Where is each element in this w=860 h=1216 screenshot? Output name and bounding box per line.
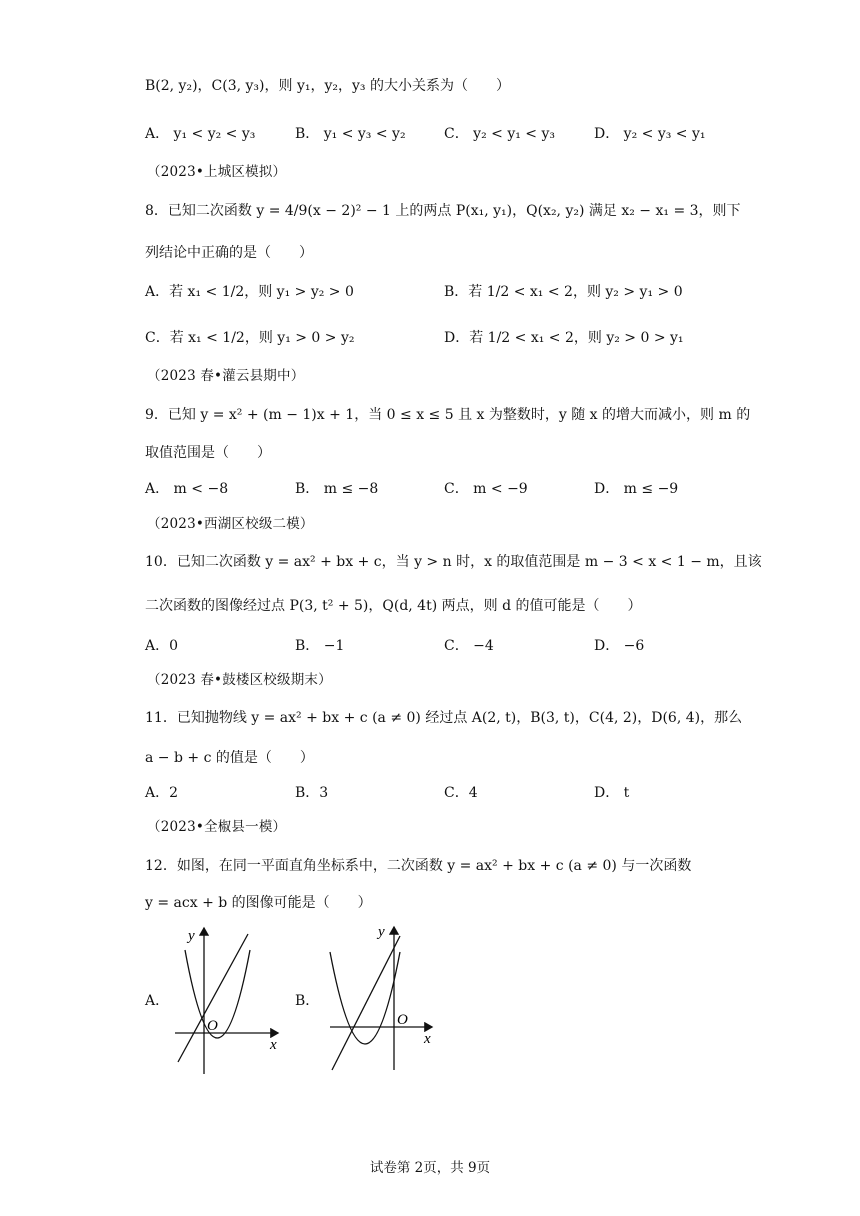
x-axis-label: x [270,1037,277,1053]
q7-option-d: D． y₂ < y₃ < y₁ [594,126,706,142]
q8-option-a: A．若 x₁ < 1/2，则 y₁ > y₂ > 0 [145,284,354,300]
q8-stem-line1: 8．已知二次函数 y = 4/9(x − 2)² − 1 上的两点 P(x₁, y₁)，Q(x₂, y₂) 满足 x₂ − x₁ = 3，则下 [145,203,741,219]
q8-stem-line2: 列结论中正确的是（ ） [145,245,313,261]
q8-option-c: C．若 x₁ < 1/2，则 y₁ > 0 > y₂ [145,330,355,346]
q9-option-a: A． m < −8 [145,481,229,497]
q12-source: （2023•全椒县一模） [147,819,287,835]
q7-option-c: C． y₂ < y₁ < y₃ [444,126,555,142]
q11-stem-line2: a − b + c 的值是（ ） [145,750,314,766]
q9-option-b: B． m ≤ −8 [295,481,379,497]
q12-stem-line1: 12．如图，在同一平面直角坐标系中，二次函数 y = ax² + bx + c (a ≠ 0) 与一次函数 [145,858,692,874]
q9-source: （2023 春•灌云县期中） [147,368,305,384]
q10-stem-line1: 10．已知二次函数 y = ax² + bx + c，当 y > n 时，x 的取值范围是 m − 3 < x < 1 − m，且该 [145,554,762,570]
q10-source: （2023•西湖区校级二模） [147,516,314,532]
q8-option-b: B．若 1/2 < x₁ < 2，则 y₂ > y₁ > 0 [444,284,683,300]
q8-option-d: D．若 1/2 < x₁ < 2，则 y₂ > 0 > y₁ [444,330,684,346]
line-graph [178,934,248,1062]
q9-option-c: C． m < −9 [444,481,528,497]
q11-option-b: B．3 [295,785,329,801]
q11-stem-line1: 11．已知抛物线 y = ax² + bx + c (a ≠ 0) 经过点 A(2, t)，B(3, t)，C(4, 2)，D(6, 4)，那么 [145,710,743,726]
q10-option-a: A．0 [145,638,179,654]
origin-label: O [397,1012,408,1028]
q12-graph-b [322,922,437,1077]
q9-stem-line1: 9．已知 y = x² + (m − 1)x + 1，当 0 ≤ x ≤ 5 且 x 为整数时，y 随 x 的增大而减小，则 m 的 [145,407,751,423]
q10-option-d: D． −6 [594,638,645,654]
q11-option-d: D． t [594,785,630,801]
x-axis-label: x [424,1031,431,1047]
q12-option-b-label: B． [295,993,320,1009]
q11-option-c: C．4 [444,785,478,801]
q12-option-a-label: A． [145,993,170,1009]
q12-stem-line2: y = acx + b 的图像可能是（ ） [145,895,372,911]
q9-option-d: D． m ≤ −9 [594,481,679,497]
y-axis-label: y [378,924,385,940]
q10-option-c: C． −4 [444,638,494,654]
parabola [330,952,400,1044]
q12-graph-a [170,922,285,1077]
y-axis-label: y [188,928,195,944]
q10-option-b: B． −1 [295,638,345,654]
q11-source: （2023 春•鼓楼区校级期末） [147,672,332,688]
q9-stem-line2: 取值范围是（ ） [145,445,271,461]
q7-option-b: B． y₁ < y₃ < y₂ [295,126,406,142]
q8-source: （2023•上城区模拟） [147,164,287,180]
origin-label: O [207,1018,218,1034]
q7-continuation: B(2, y₂)，C(3, y₃)，则 y₁，y₂，y₃ 的大小关系为（ ） [145,78,510,94]
page-footer: 试卷第 2页，共 9页 [369,1160,491,1176]
q7-option-a: A． y₁ < y₂ < y₃ [145,126,256,142]
q10-stem-line2: 二次函数的图像经过点 P(3, t² + 5)，Q(d, 4t) 两点，则 d 的值可能是（ ） [145,598,642,614]
q11-option-a: A．2 [145,785,179,801]
